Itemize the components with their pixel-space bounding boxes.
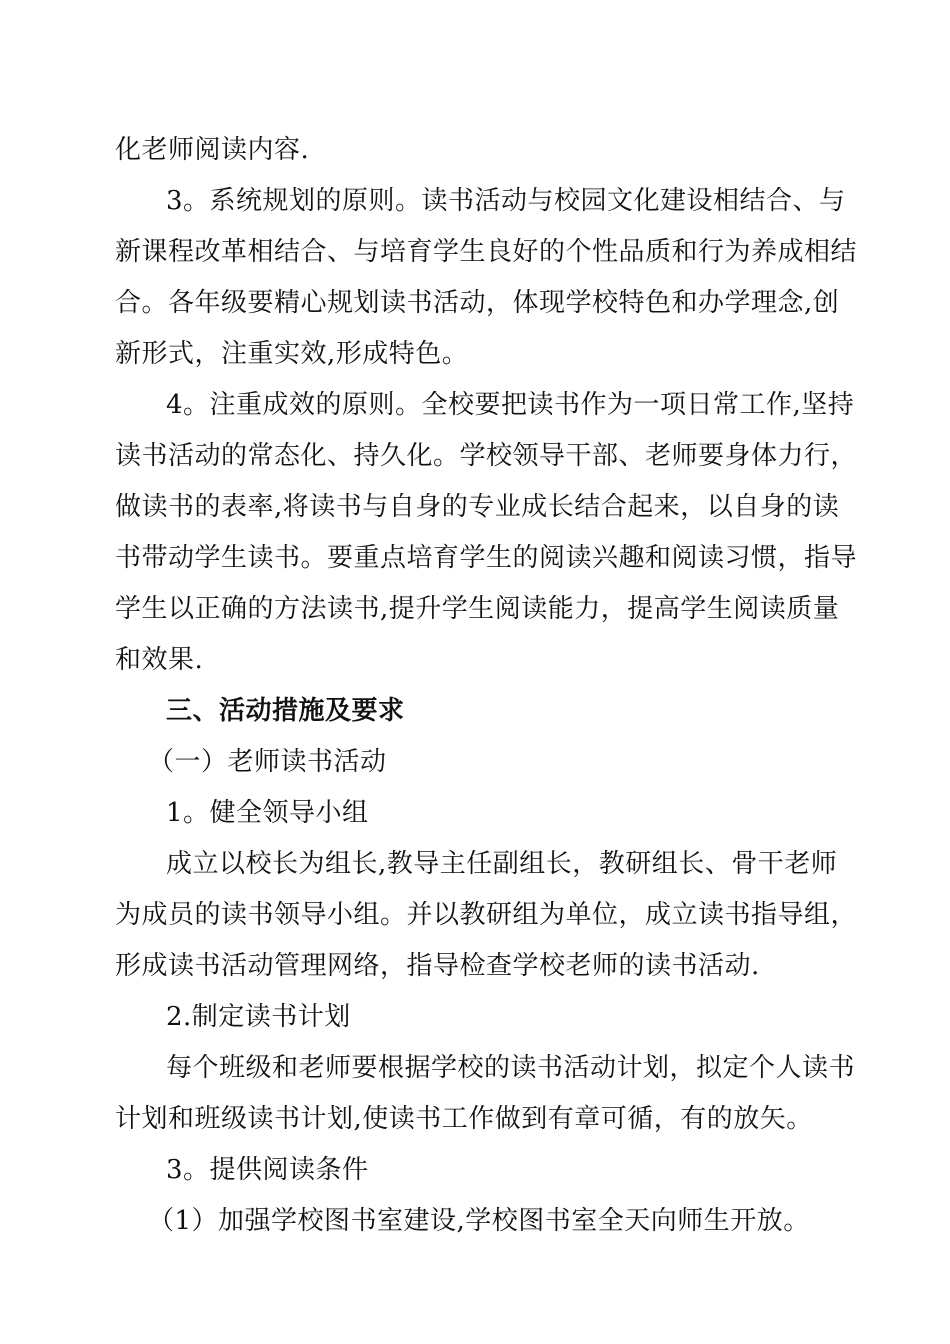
paragraph-line: 和效果. (115, 645, 204, 675)
section-heading: 三、活动措施及要求 (166, 696, 405, 726)
paragraph-line: 每个班级和老师要根据学校的读书活动计划，拟定个人读书 (166, 1053, 856, 1083)
paragraph-line: 读书活动的常态化、持久化。学校领导干部、老师要身体力行， (115, 441, 858, 471)
paragraph-line: 为成员的读书领导小组。并以教研组为单位，成立读书指导组， (115, 900, 858, 930)
subsection-heading: （一）老师读书活动 (148, 747, 387, 777)
paragraph-line: 成立以校长为组长,教导主任副组长，教研组长、骨干老师 (166, 849, 838, 879)
paragraph-line: 书带动学生读书。要重点培育学生的阅读兴趣和阅读习惯，指导 (115, 543, 858, 573)
paragraph-line: 形成读书活动管理网络，指导检查学校老师的读书活动. (115, 951, 760, 981)
paragraph-line: 新形式，注重实效,形成特色。 (115, 339, 469, 369)
paragraph-line: 4。注重成效的原则。全校要把读书作为一项日常工作,坚持 (166, 390, 855, 420)
paragraph-line: 学生以正确的方法读书,提升学生阅读能力，提高学生阅读质量 (115, 594, 840, 624)
paragraph-line: 合。各年级要精心规划读书活动，体现学校特色和办学理念,创 (115, 288, 840, 318)
paragraph-line: 做读书的表率,将读书与自身的专业成长结合起来，以自身的读 (115, 492, 840, 522)
item-heading: 2.制定读书计划 (166, 1002, 351, 1032)
item-heading: 1。健全领导小组 (166, 798, 369, 828)
paragraph-line: 3。系统规划的原则。读书活动与校园文化建设相结合、与 (166, 186, 846, 216)
item-heading: 3。提供阅读条件 (166, 1155, 369, 1185)
paragraph-line: （1）加强学校图书室建设,学校图书室全天向师生开放。 (148, 1206, 810, 1236)
paragraph-line: 新课程改革相结合、与培育学生良好的个性品质和行为养成相结 (115, 237, 858, 267)
paragraph-line: 化老师阅读内容. (115, 135, 310, 165)
paragraph-line: 计划和班级读书计划,使读书工作做到有章可循，有的放矢。 (115, 1104, 813, 1134)
